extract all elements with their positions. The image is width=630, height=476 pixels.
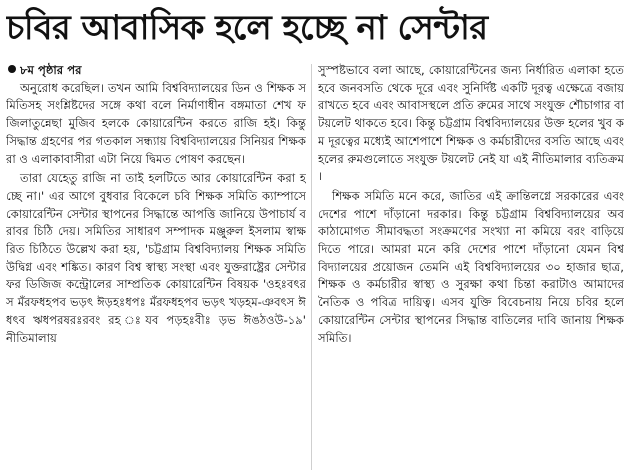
- article-column-right: [318, 62, 624, 472]
- paragraph: তারা যেহেতু রাজি না তাই হলটিতে আর কোয়ারেন্টিন করা হচ্ছে না।' এর আগে বুধবার বিকেলে চবি শিক্ষক সমিতি ক্যাম্পাসে কোয়ারেন্টিন সেন্টার স্থাপনের সিদ্ধান্তে আপত্তি জানিয়ে উপাচার্য বরাবর চিঠি দেয়। সমিতির সাধারণ সম্পাদক মঞ্জুরুল ইসলাম স্বাক্ষরিত চিঠিতে উল্লেখ করা হয়, 'চট্টগ্রাম বিশ্ববিদ্যালয় শিক্ষক সমিতি উদ্বিগ্ন এবং শঙ্কিত। কারণ বিশ্ব স্বাস্থ্য সংস্থা এবং যুক্তরাষ্ট্রের সেন্টার ফর ডিজিজ কন্ট্রোলের সাম্প্রতিক কোয়ারেন্টিন বিষয়ক 'ওহঃবৎরস মঁরফধহপব ভড়ৎ ঈড়হঃধপঃ মঁরফধহপব ভড়ৎ খড়হম-ঞবৎস ঈধৎব ঋধপরষরঃরবং রহ ঃযব পড়হঃবীঃ ড়ভ ঈঙঠওউ-১৯' নীতিমালায়: [6, 171, 306, 345]
- article-column-left: [6, 62, 306, 472]
- bullet-icon: [8, 65, 16, 73]
- paragraph: সুস্পষ্টভাবে বলা আছে, কোয়ারেন্টিনের জন্য নির্ধারিত এলাকা হতে হবে জনবসতি থেকে দূরে এবং সুনির্দিষ্ট একটি দূরত্ব এক্ষেত্রে বজায় রাখতে হবে এবং আবাসস্থলে প্রতি রুমের সাথে সংযুক্ত শৌচাগার বা টয়লেট থাকতে হবে। কিন্তু চট্টগ্রাম বিশ্ববিদ্যালয়ের উক্ত হলের খুব কম দূরত্বের মধ্যেই আশেপাশে শিক্ষক ও কর্মচারীদের বসতি আছে এবং হলের রুমগুলোতে সংযুক্ত টয়লেট নেই যা এই নীতিমালার ব্যতিক্রম।: [318, 63, 624, 184]
- continued-from-text: ৮ম পৃষ্ঠার পর: [20, 63, 82, 77]
- continued-from-label: [8, 62, 306, 80]
- paragraph: অনুরোধ করেছিল। তখন আমি বিশ্ববিদ্যালয়ের ডিন ও শিক্ষক সমিতিসহ সংশ্লিষ্টদের সঙ্গে কথা বলে নির্মাণাধীন বঙ্গমাতা শেখ ফজিলাতুন্নেছা মুজিব হলকে কোয়ারেন্টিন করতে রাজি হই। কিন্তু সিদ্ধান্ত গ্রহণের পর গতকাল সন্ধ্যায় বিশ্ববিদ্যালয়ের সিনিয়র শিক্ষকরা ও এলাকাবাসীরা এটা নিয়ে দ্বিমত পোষণ করছেন।: [6, 80, 306, 166]
- column-divider: [311, 64, 312, 470]
- headline: চবির আবাসিক হলে হচ্ছে না সেন্টার: [6, 8, 488, 48]
- paragraph: শিক্ষক সমিতি মনে করে, জাতির এই ক্রান্তিলগ্নে সরকারের এবং দেশের পাশে দাঁড়ানো দরকার। কিন্তু চট্টগ্রাম বিশ্ববিদ্যালয়ের অবকাঠামোগত সীমাবদ্ধতা সংক্রমণের সংখ্যা না কমিয়ে বরং বাড়িয়ে দিতে পারে। আমরা মনে করি দেশের পাশে দাঁড়ানো যেমন বিশ্ববিদ্যালয়ের প্রয়োজন তেমনি এই বিশ্ববিদ্যালয়ের ৩০ হাজার ছাত্র, শিক্ষক ও কর্মচারীর স্বাস্থ্য ও সুরক্ষা কথা চিন্তা করাটাও আমাদের নৈতিক ও পবিত্র দায়িত্ব। এসব যুক্তি বিবেচনায় নিয়ে চবির হলে কোয়ারেন্টিন সেন্টার স্থাপনের সিদ্ধান্ত বাতিলের দাবি জানায় শিক্ষক সমিতি।: [318, 188, 624, 345]
